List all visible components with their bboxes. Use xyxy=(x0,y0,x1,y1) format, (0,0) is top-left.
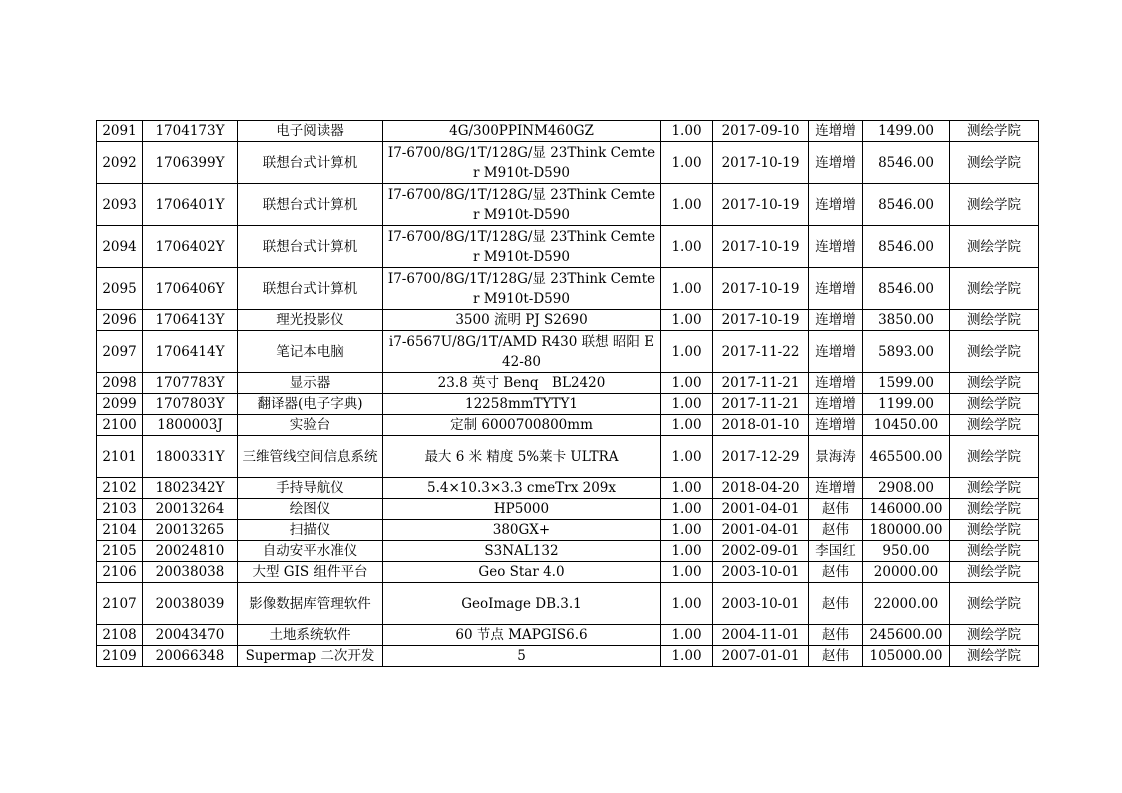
cell-person: 赵伟 xyxy=(809,646,863,667)
cell-name: 笔记本电脑 xyxy=(238,331,383,373)
cell-date: 2018-04-20 xyxy=(713,478,809,499)
cell-person: 连增增 xyxy=(809,394,863,415)
table-row xyxy=(97,625,1039,646)
cell-date: 2002-09-01 xyxy=(713,541,809,562)
cell-model: I7-6700/8G/1T/128G/显 23Think Cemter M910t-D590 xyxy=(383,184,661,226)
table-row xyxy=(97,499,1039,520)
asset-table xyxy=(96,120,1039,667)
cell-qty: 1.00 xyxy=(661,436,713,478)
cell-amount: 8546.00 xyxy=(863,142,950,184)
cell-seq: 2094 xyxy=(97,226,143,268)
cell-qty: 1.00 xyxy=(661,142,713,184)
cell-amount: 1499.00 xyxy=(863,121,950,142)
cell-asset-no: 20038038 xyxy=(143,562,238,583)
cell-asset-no: 20013264 xyxy=(143,499,238,520)
cell-amount: 950.00 xyxy=(863,541,950,562)
cell-amount: 20000.00 xyxy=(863,562,950,583)
table-row xyxy=(97,373,1039,394)
cell-seq: 2100 xyxy=(97,415,143,436)
cell-date: 2003-10-01 xyxy=(713,562,809,583)
cell-name: 联想台式计算机 xyxy=(238,142,383,184)
cell-seq: 2109 xyxy=(97,646,143,667)
cell-person: 连增增 xyxy=(809,331,863,373)
table-row xyxy=(97,478,1039,499)
table-row xyxy=(97,310,1039,331)
cell-seq: 2103 xyxy=(97,499,143,520)
cell-name: 绘图仪 xyxy=(238,499,383,520)
cell-name: 实验台 xyxy=(238,415,383,436)
cell-person: 赵伟 xyxy=(809,562,863,583)
cell-qty: 1.00 xyxy=(661,541,713,562)
cell-date: 2004-11-01 xyxy=(713,625,809,646)
cell-qty: 1.00 xyxy=(661,583,713,625)
cell-model: 380GX+ xyxy=(383,520,661,541)
table-row xyxy=(97,562,1039,583)
table-row xyxy=(97,142,1039,184)
cell-person: 赵伟 xyxy=(809,583,863,625)
cell-model: 定制 6000700800mm xyxy=(383,415,661,436)
cell-qty: 1.00 xyxy=(661,646,713,667)
cell-person: 景海涛 xyxy=(809,436,863,478)
cell-amount: 146000.00 xyxy=(863,499,950,520)
cell-unit: 测绘学院 xyxy=(950,268,1039,310)
table-row xyxy=(97,226,1039,268)
cell-person: 连增增 xyxy=(809,184,863,226)
cell-date: 2017-10-19 xyxy=(713,310,809,331)
table-row xyxy=(97,415,1039,436)
cell-date: 2001-04-01 xyxy=(713,520,809,541)
cell-seq: 2091 xyxy=(97,121,143,142)
cell-person: 连增增 xyxy=(809,142,863,184)
cell-unit: 测绘学院 xyxy=(950,415,1039,436)
cell-model: I7-6700/8G/1T/128G/显 23Think Cemter M910t-D590 xyxy=(383,142,661,184)
cell-qty: 1.00 xyxy=(661,310,713,331)
cell-name: 大型 GIS 组件平台 xyxy=(238,562,383,583)
cell-seq: 2107 xyxy=(97,583,143,625)
cell-name: 翻译器(电子字典) xyxy=(238,394,383,415)
cell-unit: 测绘学院 xyxy=(950,184,1039,226)
cell-unit: 测绘学院 xyxy=(950,646,1039,667)
cell-amount: 105000.00 xyxy=(863,646,950,667)
cell-qty: 1.00 xyxy=(661,478,713,499)
cell-amount: 465500.00 xyxy=(863,436,950,478)
cell-unit: 测绘学院 xyxy=(950,520,1039,541)
cell-name: 影像数据库管理软件 xyxy=(238,583,383,625)
cell-amount: 10450.00 xyxy=(863,415,950,436)
cell-name: 联想台式计算机 xyxy=(238,184,383,226)
cell-asset-no: 1706402Y xyxy=(143,226,238,268)
cell-person: 赵伟 xyxy=(809,625,863,646)
cell-date: 2017-10-19 xyxy=(713,226,809,268)
cell-asset-no: 20013265 xyxy=(143,520,238,541)
cell-seq: 2092 xyxy=(97,142,143,184)
cell-name: 手持导航仪 xyxy=(238,478,383,499)
cell-date: 2017-10-19 xyxy=(713,184,809,226)
cell-qty: 1.00 xyxy=(661,499,713,520)
cell-name: 显示器 xyxy=(238,373,383,394)
cell-unit: 测绘学院 xyxy=(950,541,1039,562)
cell-qty: 1.00 xyxy=(661,394,713,415)
cell-qty: 1.00 xyxy=(661,121,713,142)
cell-asset-no: 1706399Y xyxy=(143,142,238,184)
cell-unit: 测绘学院 xyxy=(950,562,1039,583)
cell-name: 自动安平水准仪 xyxy=(238,541,383,562)
table-row xyxy=(97,583,1039,625)
cell-name: Supermap 二次开发 xyxy=(238,646,383,667)
cell-qty: 1.00 xyxy=(661,331,713,373)
cell-amount: 5893.00 xyxy=(863,331,950,373)
cell-model: 最大 6 米 精度 5%莱卡 ULTRA xyxy=(383,436,661,478)
cell-name: 扫描仪 xyxy=(238,520,383,541)
cell-name: 三维管线空间信息系统 xyxy=(238,436,383,478)
cell-name: 土地系统软件 xyxy=(238,625,383,646)
cell-seq: 2101 xyxy=(97,436,143,478)
cell-person: 赵伟 xyxy=(809,520,863,541)
cell-qty: 1.00 xyxy=(661,226,713,268)
cell-asset-no: 1706414Y xyxy=(143,331,238,373)
cell-seq: 2095 xyxy=(97,268,143,310)
table-row xyxy=(97,541,1039,562)
table-row xyxy=(97,331,1039,373)
cell-unit: 测绘学院 xyxy=(950,310,1039,331)
cell-person: 李国红 xyxy=(809,541,863,562)
cell-seq: 2093 xyxy=(97,184,143,226)
cell-amount: 3850.00 xyxy=(863,310,950,331)
cell-model: GeoImage DB.3.1 xyxy=(383,583,661,625)
cell-qty: 1.00 xyxy=(661,184,713,226)
cell-amount: 8546.00 xyxy=(863,226,950,268)
cell-date: 2017-10-19 xyxy=(713,142,809,184)
cell-unit: 测绘学院 xyxy=(950,226,1039,268)
cell-model: 3500 流明 PJ S2690 xyxy=(383,310,661,331)
cell-asset-no: 1706413Y xyxy=(143,310,238,331)
cell-model: 60 节点 MAPGIS6.6 xyxy=(383,625,661,646)
cell-unit: 测绘学院 xyxy=(950,142,1039,184)
cell-date: 2018-01-10 xyxy=(713,415,809,436)
cell-seq: 2097 xyxy=(97,331,143,373)
cell-name: 联想台式计算机 xyxy=(238,268,383,310)
cell-amount: 245600.00 xyxy=(863,625,950,646)
cell-date: 2017-11-21 xyxy=(713,394,809,415)
cell-amount: 8546.00 xyxy=(863,268,950,310)
cell-name: 电子阅读器 xyxy=(238,121,383,142)
cell-amount: 1599.00 xyxy=(863,373,950,394)
cell-date: 2017-10-19 xyxy=(713,268,809,310)
cell-seq: 2108 xyxy=(97,625,143,646)
cell-amount: 22000.00 xyxy=(863,583,950,625)
table-row xyxy=(97,394,1039,415)
cell-date: 2017-11-22 xyxy=(713,331,809,373)
cell-seq: 2105 xyxy=(97,541,143,562)
cell-date: 2017-12-29 xyxy=(713,436,809,478)
cell-asset-no: 20066348 xyxy=(143,646,238,667)
cell-unit: 测绘学院 xyxy=(950,373,1039,394)
cell-asset-no: 1706401Y xyxy=(143,184,238,226)
cell-asset-no: 1800331Y xyxy=(143,436,238,478)
cell-unit: 测绘学院 xyxy=(950,394,1039,415)
cell-model: 5.4×10.3×3.3 cmeTrx 209x xyxy=(383,478,661,499)
cell-seq: 2102 xyxy=(97,478,143,499)
cell-unit: 测绘学院 xyxy=(950,625,1039,646)
cell-name: 理光投影仪 xyxy=(238,310,383,331)
table-row xyxy=(97,184,1039,226)
cell-asset-no: 20038039 xyxy=(143,583,238,625)
cell-asset-no: 1802342Y xyxy=(143,478,238,499)
cell-person: 连增增 xyxy=(809,226,863,268)
cell-asset-no: 1704173Y xyxy=(143,121,238,142)
cell-unit: 测绘学院 xyxy=(950,121,1039,142)
cell-qty: 1.00 xyxy=(661,625,713,646)
cell-model: 4G/300PPINM460GZ xyxy=(383,121,661,142)
cell-asset-no: 1706406Y xyxy=(143,268,238,310)
cell-model: i7-6567U/8G/1T/AMD R430 联想 昭阳 E42-80 xyxy=(383,331,661,373)
table-row xyxy=(97,121,1039,142)
cell-model: I7-6700/8G/1T/128G/显 23Think Cemter M910t-D590 xyxy=(383,226,661,268)
cell-qty: 1.00 xyxy=(661,268,713,310)
cell-date: 2003-10-01 xyxy=(713,583,809,625)
cell-asset-no: 1800003J xyxy=(143,415,238,436)
cell-person: 连增增 xyxy=(809,478,863,499)
cell-seq: 2098 xyxy=(97,373,143,394)
cell-seq: 2096 xyxy=(97,310,143,331)
cell-model: 5 xyxy=(383,646,661,667)
cell-seq: 2099 xyxy=(97,394,143,415)
cell-date: 2017-11-21 xyxy=(713,373,809,394)
cell-asset-no: 1707783Y xyxy=(143,373,238,394)
table-row xyxy=(97,268,1039,310)
cell-unit: 测绘学院 xyxy=(950,499,1039,520)
cell-unit: 测绘学院 xyxy=(950,478,1039,499)
table-row xyxy=(97,646,1039,667)
cell-date: 2007-01-01 xyxy=(713,646,809,667)
cell-model: I7-6700/8G/1T/128G/显 23Think Cemter M910t-D590 xyxy=(383,268,661,310)
cell-qty: 1.00 xyxy=(661,415,713,436)
cell-model: 12258mmTYTY1 xyxy=(383,394,661,415)
cell-date: 2001-04-01 xyxy=(713,499,809,520)
cell-person: 连增增 xyxy=(809,373,863,394)
cell-unit: 测绘学院 xyxy=(950,331,1039,373)
cell-person: 连增增 xyxy=(809,415,863,436)
table-row xyxy=(97,520,1039,541)
cell-amount: 1199.00 xyxy=(863,394,950,415)
cell-asset-no: 20043470 xyxy=(143,625,238,646)
cell-seq: 2104 xyxy=(97,520,143,541)
cell-unit: 测绘学院 xyxy=(950,583,1039,625)
cell-person: 连增增 xyxy=(809,268,863,310)
cell-asset-no: 20024810 xyxy=(143,541,238,562)
asset-table-body xyxy=(97,121,1039,667)
cell-model: S3NAL132 xyxy=(383,541,661,562)
cell-model: HP5000 xyxy=(383,499,661,520)
cell-qty: 1.00 xyxy=(661,562,713,583)
cell-amount: 8546.00 xyxy=(863,184,950,226)
cell-amount: 2908.00 xyxy=(863,478,950,499)
cell-asset-no: 1707803Y xyxy=(143,394,238,415)
cell-model: Geo Star 4.0 xyxy=(383,562,661,583)
table-row xyxy=(97,436,1039,478)
cell-name: 联想台式计算机 xyxy=(238,226,383,268)
cell-qty: 1.00 xyxy=(661,520,713,541)
cell-person: 连增增 xyxy=(809,310,863,331)
cell-amount: 180000.00 xyxy=(863,520,950,541)
cell-seq: 2106 xyxy=(97,562,143,583)
cell-qty: 1.00 xyxy=(661,373,713,394)
cell-person: 赵伟 xyxy=(809,499,863,520)
cell-date: 2017-09-10 xyxy=(713,121,809,142)
cell-unit: 测绘学院 xyxy=(950,436,1039,478)
cell-person: 连增增 xyxy=(809,121,863,142)
cell-model: 23.8 英寸 Benq BL2420 xyxy=(383,373,661,394)
